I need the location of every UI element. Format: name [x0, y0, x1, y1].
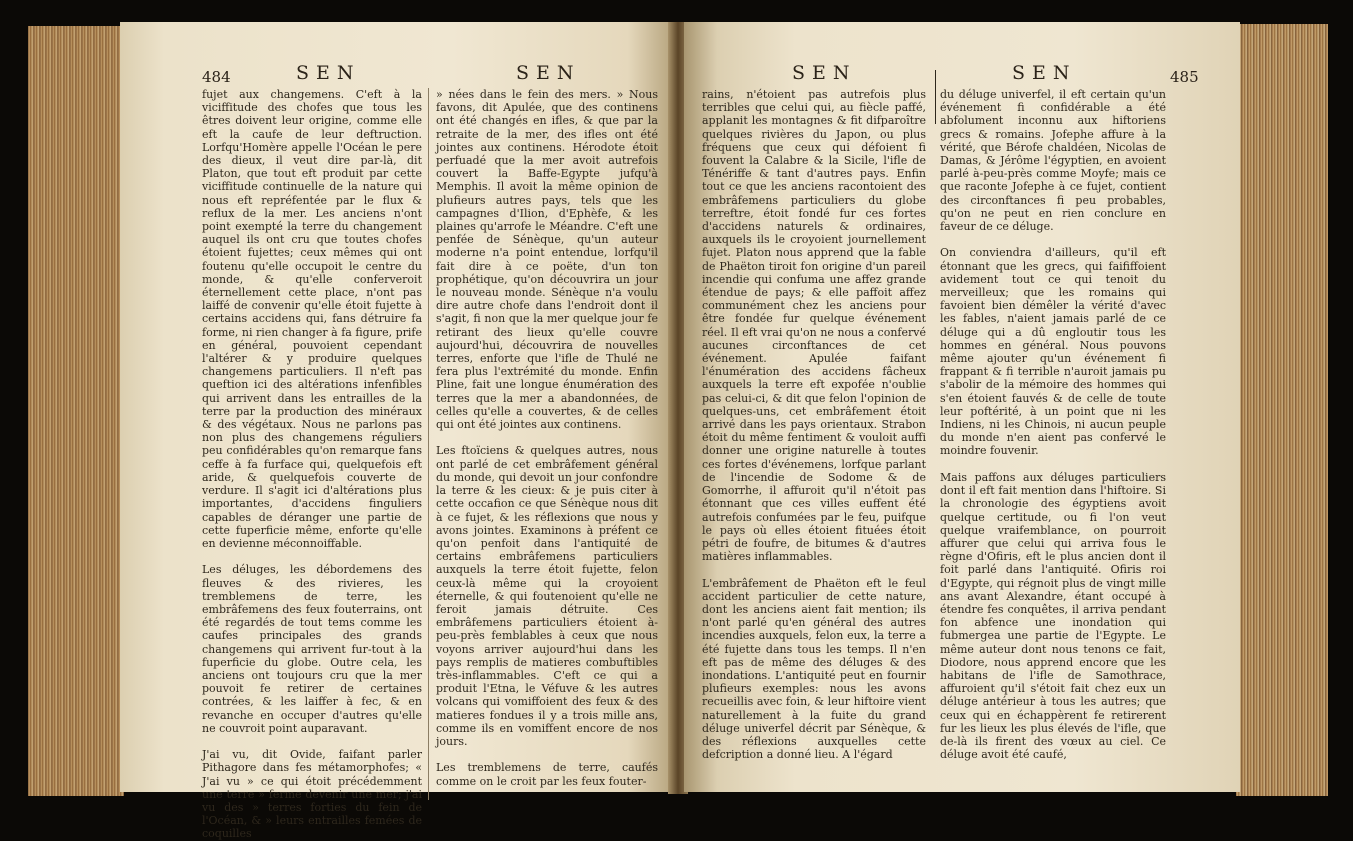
page-edges-right	[1236, 24, 1328, 796]
running-head: SEN	[792, 62, 857, 84]
running-head: SEN	[296, 62, 361, 84]
text-column: » nées dans le fein des mers. » Nous favons, dit Apulée, que des continens ont été changés en ifles, & que par la retraite de la mer, des ifles ont été jointes aux continens. Hérodote étoit perfuadé que la mer avoit autrefois couvert la Baffe-Egypte jufqu'à Memphis. Il avoit la même opinion de plufieurs autres pays, tels que les campagnes d'Ilion, d'Ephèfe, & les plaines qu'arrofe le Méandre. C'eft une penfée de Sénèque, qu'un auteur moderne n'a point entendue, lorfqu'il fait dire à ce poëte, d'un ton prophétique, qu'on découvrira un jour le nouveau monde. Sénèque n'a voulu dire autre chofe dans l'endroit dont il s'agit, fi non que la mer quelque jour fe retirant des lieux qu'elle couvre aujourd'hui, découvrira de nouvelles terres, enforte que l'ifle de Thulé ne fera plus l'extrémité du monde. Enfin Pline, fait une longue énumération des terres que la mer a abandonnées, de celles qu'elle a couvertes, & de celles qui ont été jointes aux continens. Les ftoïciens & quelques autres, nous ont parlé de cet embrâfement général du monde, qui devoit un jour confondre la terre & les cieux: & je puis citer à cette occafion ce que Sénèque nous dit à ce fujet, & les réflexions que nous y avons jointes. Examinons à préfent ce qu'on penfoit dans l'antiquité de certains embrâfemens particuliers auxquels la terre étoit fujette, felon ceux-là même qui la croyoient éternelle, & qui foutenoient qu'elle ne feroit jamais détruite. Ces embrâfemens particuliers étoient à-peu-près femblables à ceux que nous voyons arriver aujourd'hui dans les pays remplis de matieres combuftibles très-inflammables. C'eft ce qui a produit l'Etna, le Véfuve & les autres volcans qui vomiffoient des feux & des matieres fondues il y a trois mille ans, comme ils en vomiffent encore de nos jours. Les tremblemens de terre, caufés comme on le croit par les feux fouter-	[436, 88, 658, 788]
text-column: fujet aux changemens. C'eft à la viciffitude des chofes que tous les êtres doivent leur origine, comme elle eft la caufe de leur deftruction. Lorfqu'Homère appelle l'Océan le pere des dieux, il veut dire par-là, dit Platon, que tout eft produit par cette viciffitude continuelle de la nature qui nous eft repréfentée par le flux & reflux de la mer. Les anciens n'ont point exempté la terre du changement auquel ils ont cru que toutes chofes étoient fujettes; ceux mêmes qui ont foutenu qu'elle occupoit le centre du monde, & qu'elle conferveroit éternellement cette place, n'ont pas laiffé de convenir qu'elle étoit fujette à certains accidens qui, fans détruire fa forme, ni rien changer à fa figure, prife en général, pouvoient cependant l'altérer & y produire quelques changemens particuliers. Il n'eft pas queftion ici des altérations infenfibles qui arrivent dans les entrailles de la terre par la production des minéraux & des végétaux. Nous ne parlons pas non plus des changemens réguliers peu confidérables qu'on remarque fans ceffe à fa furface qui, quelquefois eft aride, & quelquefois couverte de verdure. Il s'agit ici d'altérations plus importantes, d'accidens finguliers capables de déranger une partie de cette fuperficie même, enforte qu'elle en devienne méconnoiffable. Les déluges, les débordemens des fleuves & des rivieres, les tremblemens de terre, les embrâfemens des feux fouterrains, ont été regardés de tout tems comme les caufes principales des grands changemens qui arrivent fur-tout à la fuperficie du globe. Outre cela, les anciens ont toujours cru que la mer pouvoit fe retirer de certaines contrées, & les laiffer à fec, & en revanche en occuper d'autres qu'elle ne couvroit point auparavant. J'ai vu, dit Ovide, faifant parler Pithagore dans fes métamorphofes; « J'ai vu » ce qui étoit précédemment une terre » ferme devenir une mer; j'ai vu des » terres forties du fein de l'Océan, & » leurs entrailles femées de coquilles	[202, 88, 422, 841]
column-bracket	[935, 70, 939, 124]
column-rule	[428, 88, 429, 800]
page-edges-left	[28, 26, 124, 796]
page-number-right: 485	[1170, 68, 1199, 86]
running-head: SEN	[516, 62, 581, 84]
page-number-left: 484	[202, 68, 231, 86]
right-page	[684, 22, 1240, 792]
text-column: du déluge univerfel, il eft certain qu'un événement fi confidérable a été abfolument inconnu aux hiftoriens grecs & romains. Jofephe affure à la vérité, que Bérofe chaldéen, Nicolas de Damas, & Jérôme l'égyptien, en avoient parlé à-peu-près comme Moyfe; mais ce que raconte Jofephe à ce fujet, contient des circonftances fi peu probables, qu'on ne peut en rien conclure en faveur de ce déluge. On conviendra d'ailleurs, qu'il eft étonnant que les grecs, qui faififfoient avidement tout ce qui tenoit du merveilleux; que les romains qui favoient bien démêler la vérité d'avec les fables, n'aient jamais parlé de ce déluge qui a dû engloutir tous les hommes en général. Nous pouvons même ajouter qu'un événement fi frappant & fi terrible n'auroit jamais pu s'abolir de la mémoire des hommes qui s'en étoient fauvés & de celle de toute leur poftérité, à un point que ni les Indiens, ni les Chinois, ni aucun peuple du monde n'en aient pas confervé le moindre fouvenir. Mais paffons aux déluges particuliers dont il eft fait mention dans l'hiftoire. Si la chronologie des égyptiens avoit quelque certitude, ou fi l'on veut quelque vraifemblance, on pourroit affurer que celui qui arriva fous le règne d'Ofiris, eft le plus ancien dont il foit parlé dans l'antiquité. Ofiris roi d'Egypte, qui régnoit plus de vingt mille ans avant Alexandre, étant occupé à étendre fes conquêtes, il arriva pendant fon abfence une inondation qui fubmergea une partie de l'Egypte. Le même auteur dont nous tenons ce fait, Diodore, nous apprend encore que les habitans de l'ifle de Samothrace, affuroient qu'il s'étoit fait chez eux un déluge antérieur à tous les autres; que ceux qui en échappèrent fe retirerent fur les lieux les plus élevés de l'ifle, que de-là ils firent des vœux au ciel. Ce déluge avoit été caufé,	[940, 88, 1166, 762]
left-page	[120, 22, 672, 841]
text-column: rains, n'étoient pas autrefois plus terribles que celui qui, au fiècle paffé, applanit les montagnes & fit difparoître quelques rivières du Japon, ou plus fréquens que ceux qui défoient fi fouvent la Calabre & la Sicile, l'ifle de Ténériffe & tant d'autres pays. Enfin tout ce que les anciens racontoient des embrâfemens particuliers du globe terreftre, étoit fondé fur ces fortes d'accidens naturels & ordinaires, auxquels ils le croyoient journellement fujet. Platon nous apprend que la fable de Phaëton tiroit fon origine d'un pareil incendie qui confuma une affez grande étendue de pays; & elle paffoit affez communément chez les anciens pour être fondée fur quelque événement réel. Il eft vrai qu'on ne nous a confervé aucunes circonftances de cet événement. Apulée faifant l'énumération des accidens fâcheux auxquels la terre eft expofée n'oublie pas celui-ci, & dit que felon l'opinion de quelques-uns, cet embrâfement étoit arrivé dans les pays orientaux. Strabon étoit du même fentiment & vouloit auffi donner une origine naturelle à toutes ces fortes d'événemens, lorfque parlant de l'incendie de Sodome & de Gomorrhe, il affuroit qu'il n'étoit pas étonnant que ces villes euffent été autrefois confumées par le feu, puifque le pays où elles étoient fituées étoit pétri de foufre, de bitumes & d'autres matières inflammables. L'embrâfement de Phaëton eft le feul accident particulier de cette nature, dont les anciens aient fait mention; ils n'ont parlé qu'en général des autres incendies auxquels, felon eux, la terre a été fujette dans tous les temps. Il n'en eft pas de même des déluges & des inondations. L'antiquité peut en fournir plufieurs exemples: nous les avons recueillis avec foin, & leur hiftoire vient naturellement à la fuite du grand déluge univerfel décrit par Sénèque, & des réflexions auxquelles cette defcription a donné lieu. A l'égard	[702, 88, 926, 762]
running-head: SEN	[1012, 62, 1077, 84]
